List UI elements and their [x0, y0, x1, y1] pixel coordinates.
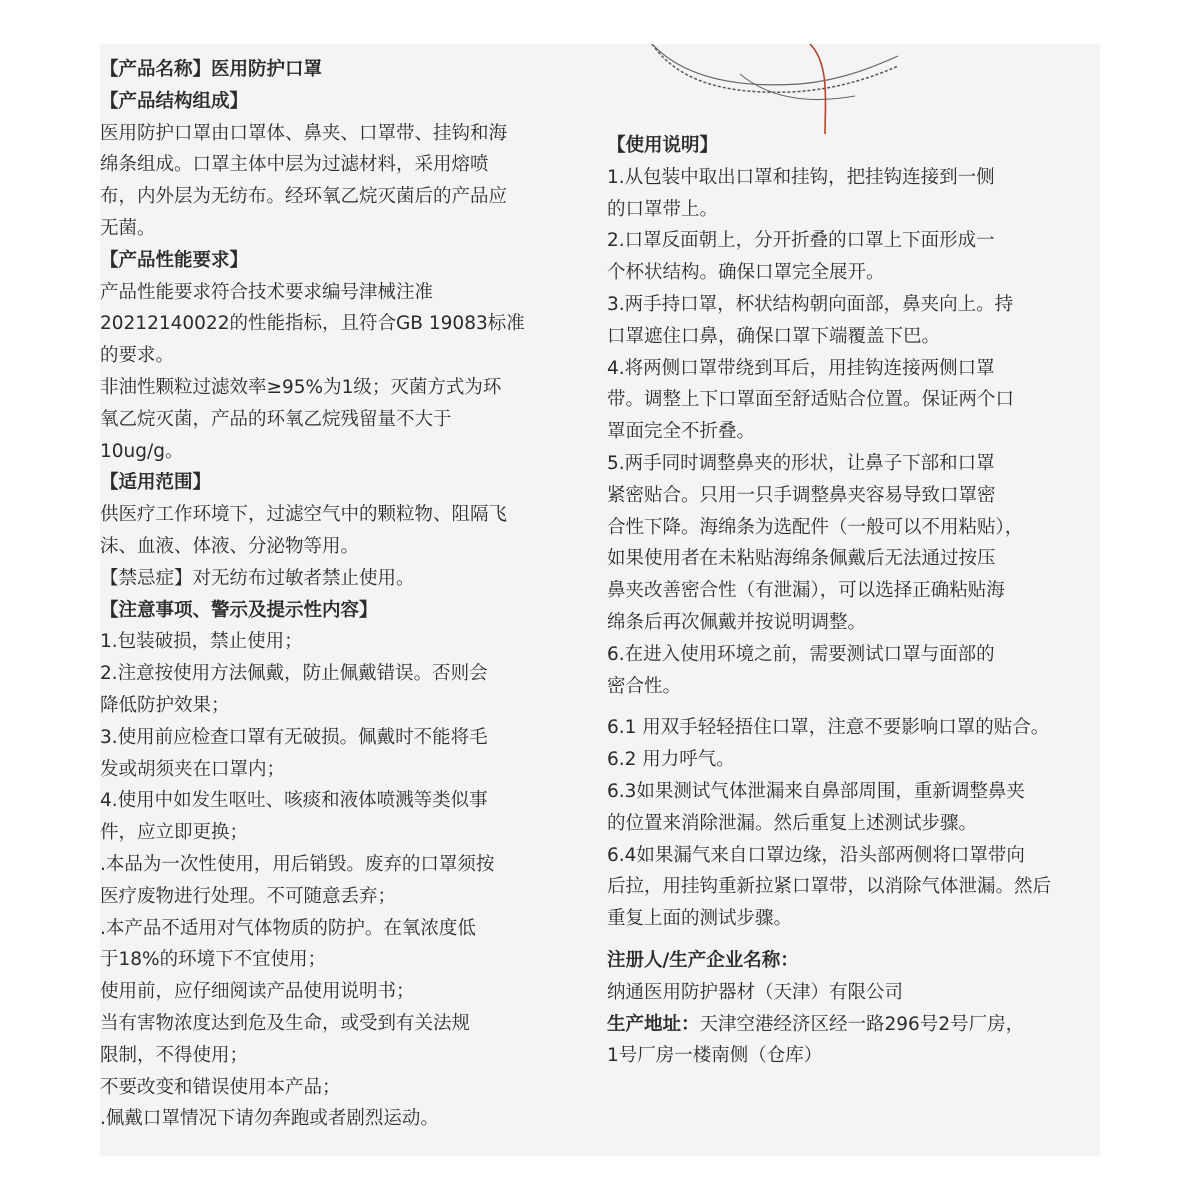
left-heading: 【产品性能要求】 — [100, 249, 249, 271]
left-text-line: 3.使用前应检查口罩有无破损。佩戴时不能将毛 — [100, 726, 488, 748]
right-text-line: 6.2 用力呼气。 — [607, 749, 735, 771]
right-text-line: 的口罩带上。 — [607, 198, 719, 220]
address-label: 生产地址： — [607, 1013, 700, 1035]
right-text-line: 鼻夹改善密合性（有泄漏），可以选择正确粘贴海 — [607, 580, 1005, 602]
right-text-line: 带。调整上下口罩面至舒适贴合位置。保证两个口 — [607, 389, 1015, 411]
left-column — [100, 54, 552, 1135]
address-value: 天津空港经济区经一路296号2号厂房， — [699, 1013, 1025, 1035]
right-text-line: 合性下降。海绵条为选配件（一般可以不用粘贴）， — [607, 516, 1024, 538]
left-text-line: 不要改变和错误使用本产品； — [100, 1076, 341, 1098]
right-text-line: 后拉，用挂钩重新拉紧口罩带，以消除气体泄漏。然后 — [607, 876, 1052, 898]
left-text-line: 氧乙烷灭菌，产品的环氧乙烷残留量不大于 — [100, 408, 452, 430]
right-text-line: 5.两手同时调整鼻夹的形状，让鼻子下部和口罩 — [607, 452, 995, 474]
right-text-line: 个杯状结构。确保口罩完全展开。 — [607, 262, 885, 284]
right-text-line: 绵条后再次佩戴并按说明调整。 — [607, 611, 867, 633]
left-text-line: 于18%的环境下不宜使用； — [100, 949, 327, 971]
right-text-line: 6.3如果测试气体泄漏来自鼻部周围，重新调整鼻夹 — [607, 780, 1025, 802]
left-text-line: 4.使用中如发生呕吐、咳痰和液体喷溅等类似事 — [100, 790, 488, 812]
left-text-line: 使用前，应仔细阅读产品使用说明书； — [100, 981, 415, 1003]
right-column — [607, 130, 1057, 1072]
right-heading: 注册人/生产企业名称： — [607, 949, 799, 971]
left-text-line: 【禁忌症】对无纺布过敏者禁止使用。 — [100, 567, 415, 589]
left-heading: 【适用范围】 — [100, 472, 212, 494]
right-text-line: 的位置来消除泄漏。然后重复上述测试步骤。 — [607, 812, 978, 834]
left-text-line: 布，内外层为无纺布。经环氧乙烷灭菌后的产品应 — [100, 186, 508, 208]
left-text-line: 沫、血液、体液、分泌物等用。 — [100, 535, 360, 557]
left-text-line: 发或胡须夹在口罩内； — [100, 758, 286, 780]
left-text-line: .本品为一次性使用，用后销毁。废弃的口罩须按 — [100, 853, 495, 875]
left-text-line: 件，应立即更换； — [100, 822, 249, 844]
left-text-line: .本产品不适用对气体物质的防护。在氧浓度低 — [100, 917, 476, 939]
right-text-line: 如果使用者在未粘贴海绵条佩戴后无法通过按压 — [607, 548, 996, 570]
left-text-line: 2.注意按使用方法佩戴，防止佩戴错误。否则会 — [100, 663, 488, 685]
manufacture-address — [607, 1009, 1057, 1041]
right-text-line: 4.将两侧口罩带绕到耳后，用挂钩连接两侧口罩 — [607, 357, 995, 379]
left-text-line: 无菌。 — [100, 217, 156, 239]
right-text-line: 3.两手持口罩，杯状结构朝向面部，鼻夹向上。持 — [607, 293, 1014, 315]
right-text-line: 口罩遮住口鼻，确保口罩下端覆盖下巴。 — [607, 325, 941, 347]
right-heading: 【使用说明】 — [607, 135, 719, 156]
left-text-line: 供医疗工作环境下，过滤空气中的颗粒物、阻隔飞 — [100, 504, 508, 526]
left-text-line: 限制，不得使用； — [100, 1044, 249, 1066]
right-text-line: 罩面完全不折叠。 — [607, 421, 756, 443]
left-text-line: 医用防护口罩由口罩体、鼻夹、口罩带、挂钩和海 — [100, 122, 508, 144]
right-text-line: 2.口罩反面朝上，分开折叠的口罩上下面形成一 — [607, 230, 995, 252]
mask-strap-illustration-icon — [640, 44, 900, 134]
left-text-line: 1.包装破损，禁止使用； — [100, 631, 303, 653]
right-text-line: 重复上面的测试步骤。 — [607, 908, 793, 930]
left-text-line: 产品性能要求符合技术要求编号津械注准 — [100, 281, 434, 303]
right-text-line: 1号厂房一楼南侧（仓库） — [607, 1045, 823, 1067]
left-text-line: 非油性颗粒过滤效率≥95%为1级；灭菌方式为环 — [100, 376, 502, 398]
right-text-line: 6.4如果漏气来自口罩边缘，沿头部两侧将口罩带向 — [607, 844, 1025, 866]
left-text-line: 当有害物浓度达到危及生命，或受到有关法规 — [100, 1012, 471, 1034]
left-text-line: .佩戴口罩情况下请勿奔跑或者剧烈运动。 — [100, 1108, 439, 1130]
instruction-sheet — [100, 44, 1100, 1156]
right-text-line: 6.在进入使用环境之前，需要测试口罩与面部的 — [607, 643, 995, 665]
left-heading: 【产品结构组成】 — [100, 90, 249, 112]
left-text-line: 降低防护效果； — [100, 694, 230, 716]
left-text-line: 医疗废物进行处理。不可随意丢弃； — [100, 885, 397, 907]
right-text-line: 纳通医用防护器材（天津）有限公司 — [607, 981, 904, 1003]
left-text-line: 20212140022的性能指标，且符合GB 19083标准 — [100, 313, 525, 335]
left-text-line: 的要求。 — [100, 345, 175, 367]
left-heading: 【注意事项、警示及提示性内容】 — [100, 599, 378, 621]
left-text-line: 绵条组成。口罩主体中层为过滤材料，采用熔喷 — [100, 154, 489, 176]
right-text-line: 紧密贴合。只用一只手调整鼻夹容易导致口罩密 — [607, 484, 996, 506]
left-text-line: 10ug/g。 — [100, 440, 184, 462]
right-text-line: 密合性。 — [607, 675, 682, 697]
right-text-line: 6.1 用双手轻轻捂住口罩，注意不要影响口罩的贴合。 — [607, 717, 1050, 739]
right-text-line: 1.从包装中取出口罩和挂钩，把挂钩连接到一侧 — [607, 166, 995, 188]
left-text-line: 【产品名称】医用防护口罩 — [100, 59, 323, 80]
